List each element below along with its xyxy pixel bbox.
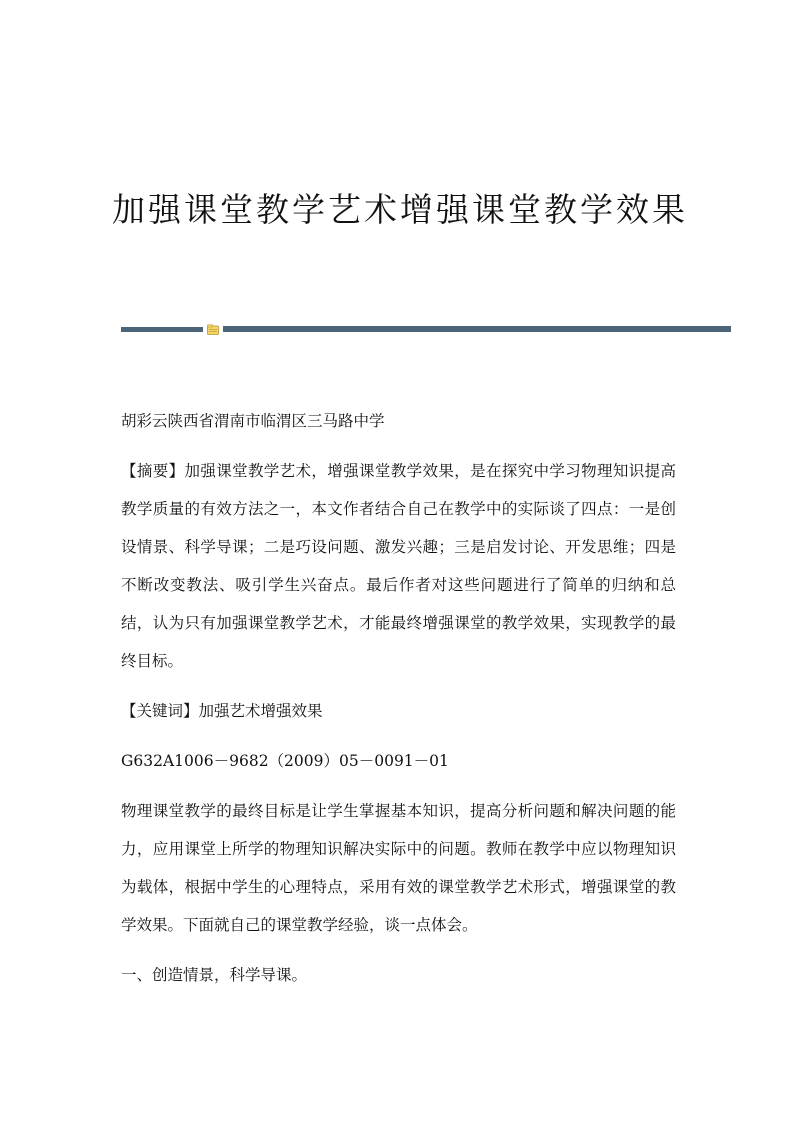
classification-line: G632A1006－9682（2009）05－0091－01 — [121, 752, 449, 770]
author-line: 胡彩云陕西省渭南市临渭区三马路中学 — [121, 412, 385, 430]
document-title: 加强课堂教学艺术增强课堂教学效果 — [112, 190, 688, 229]
folder-ornament-icon — [207, 324, 219, 335]
divider-bar-right — [223, 326, 731, 332]
intro-paragraph: 物理课堂教学的最终目标是让学生掌握基本知识，提高分析问题和解决问题的能力，应用课堂上所学的物理知识解决实际中的问题。教师在教学中应以物理知识为载体，根据中学生的心理特点，采用有效的课堂教学艺术形式，增强课堂的教学效果。下面就自己的课堂教学经验，谈一点体会。 — [121, 802, 676, 934]
abstract-paragraph: 【摘要】加强课堂教学艺术，增强课堂教学效果，是在探究中学习物理知识提高教学质量的有效方法之一，本文作者结合自己在教学中的实际谈了四点：一是创设情景、科学导课；二是巧设问题、激发兴趣；三是启发讨论、开发思维；四是不断改变教法、吸引学生兴奋点。最后作者对这些问题进行了简单的归纳和总结，认为只有加强课堂教学艺术，才能最终增强课堂的教学效果，实现教学的最终目标。 — [121, 462, 676, 670]
document-body — [121, 402, 676, 1006]
section-heading: 一、创造情景，科学导课。 — [121, 966, 308, 984]
keywords-line: 【关键词】加强艺术增强效果 — [121, 702, 323, 720]
divider-bar-left — [121, 327, 203, 332]
title-divider — [121, 325, 731, 334]
